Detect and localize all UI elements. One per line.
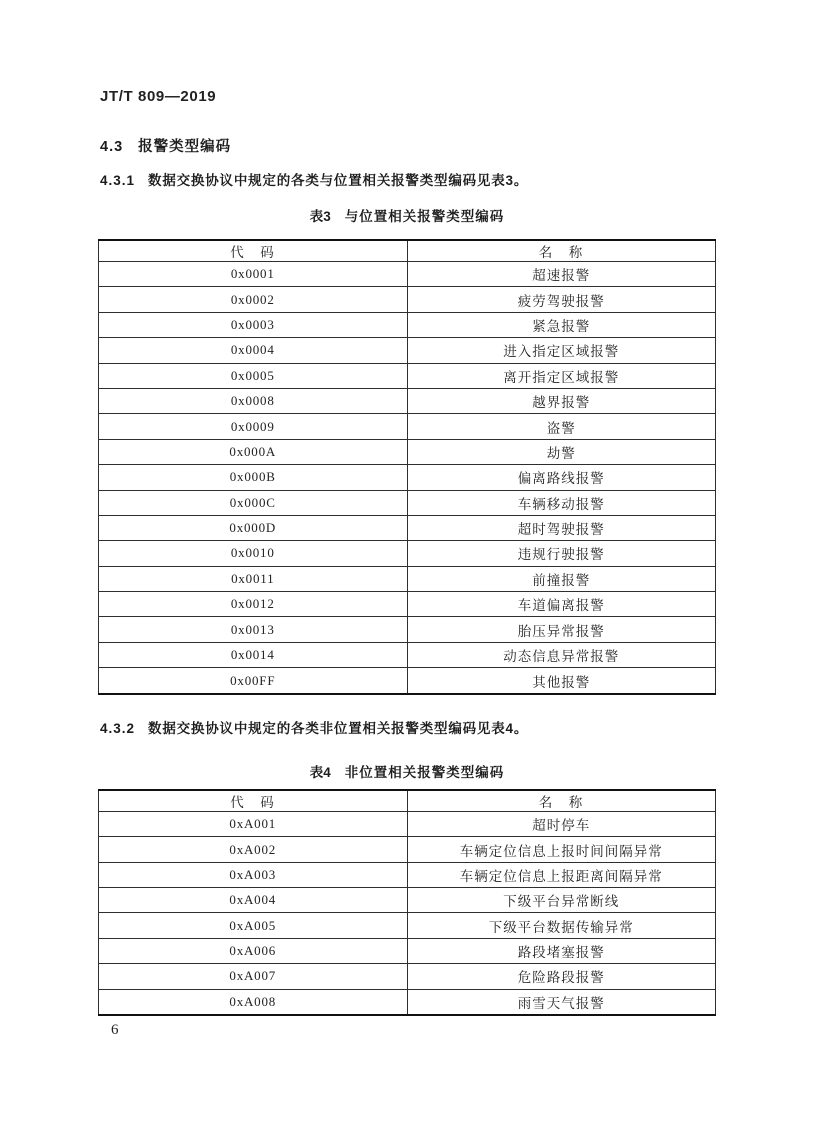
table-row (99, 262, 716, 287)
table-3-caption (98, 205, 716, 225)
code-cell: 0xA005 (99, 913, 408, 938)
code-cell: 0x0004 (99, 338, 408, 363)
table-4-header (99, 790, 716, 812)
table-row (99, 338, 716, 363)
code-cell: 0x0001 (99, 262, 408, 287)
code-cell: 0x0011 (99, 566, 408, 591)
name-cell: 超时停车 (407, 812, 716, 837)
code-cell: 0xA003 (99, 862, 408, 887)
clause-text: 数据交换协议中规定的各类非位置相关报警类型编码见表4。 (148, 721, 529, 736)
name-cell: 车辆定位信息上报距离间隔异常 (407, 862, 716, 887)
table-header-row (99, 240, 716, 262)
code-cell: 0x0003 (99, 312, 408, 337)
name-cell: 胎压异常报警 (407, 617, 716, 642)
table-4-caption-title: 非位置相关报警类型编码 (344, 765, 505, 780)
column-header-code: 代 码 (99, 240, 408, 262)
name-cell: 前撞报警 (407, 566, 716, 591)
name-cell: 进入指定区域报警 (407, 338, 716, 363)
code-cell: 0xA007 (99, 964, 408, 989)
standard-number-header: JT/T 809—2019 (100, 88, 217, 105)
name-cell: 下级平台异常断线 (407, 888, 716, 913)
table-row (99, 465, 716, 490)
name-cell: 离开指定区域报警 (407, 363, 716, 388)
table-row (99, 964, 716, 989)
clause-number: 4.3.2 (100, 721, 136, 736)
table-4-caption (98, 761, 716, 781)
table-3-body (99, 262, 716, 695)
clause-4-3-1 (100, 169, 528, 189)
table-row (99, 363, 716, 388)
table-row (99, 287, 716, 312)
name-cell: 劫警 (407, 439, 716, 464)
table-row (99, 592, 716, 617)
table-row (99, 888, 716, 913)
name-cell: 其他报警 (407, 668, 716, 694)
code-cell: 0x0012 (99, 592, 408, 617)
table-row (99, 312, 716, 337)
table-3-caption-title: 与位置相关报警类型编码 (344, 209, 505, 224)
code-cell: 0x0005 (99, 363, 408, 388)
table-row (99, 490, 716, 515)
table-row (99, 439, 716, 464)
code-cell: 0xA001 (99, 812, 408, 837)
name-cell: 违规行驶报警 (407, 541, 716, 566)
clause-text: 数据交换协议中规定的各类与位置相关报警类型编码见表3。 (148, 173, 529, 188)
name-cell: 车辆移动报警 (407, 490, 716, 515)
clause-4-3-2 (100, 717, 528, 737)
table-row (99, 388, 716, 413)
name-cell: 盗警 (407, 414, 716, 439)
clause-number: 4.3.1 (100, 173, 136, 188)
table-3-caption-label: 表3 (309, 209, 331, 224)
table-row (99, 913, 716, 938)
code-cell: 0x0010 (99, 541, 408, 566)
name-cell: 雨雪天气报警 (407, 989, 716, 1015)
table-row (99, 668, 716, 694)
name-cell: 下级平台数据传输异常 (407, 913, 716, 938)
name-cell: 车道偏离报警 (407, 592, 716, 617)
table-row (99, 989, 716, 1015)
section-heading (100, 135, 231, 156)
table-row (99, 862, 716, 887)
code-cell: 0x000A (99, 439, 408, 464)
code-cell: 0x0013 (99, 617, 408, 642)
section-number: 4.3 (100, 139, 124, 155)
column-header-code: 代 码 (99, 790, 408, 812)
code-cell: 0x00FF (99, 668, 408, 694)
table-4 (98, 789, 716, 1016)
table-3-header (99, 240, 716, 262)
code-cell: 0xA004 (99, 888, 408, 913)
name-cell: 疲劳驾驶报警 (407, 287, 716, 312)
table-4-caption-label: 表4 (309, 765, 331, 780)
code-cell: 0xA006 (99, 938, 408, 963)
name-cell: 路段堵塞报警 (407, 938, 716, 963)
code-cell: 0x0008 (99, 388, 408, 413)
name-cell: 超时驾驶报警 (407, 515, 716, 540)
name-cell: 车辆定位信息上报时间间隔异常 (407, 837, 716, 862)
table-row (99, 642, 716, 667)
table-row (99, 617, 716, 642)
code-cell: 0x000D (99, 515, 408, 540)
table-4-body (99, 812, 716, 1016)
section-title: 报警类型编码 (138, 139, 232, 155)
name-cell: 动态信息异常报警 (407, 642, 716, 667)
table-row (99, 837, 716, 862)
code-cell: 0x0002 (99, 287, 408, 312)
column-header-name: 名 称 (407, 790, 716, 812)
name-cell: 越界报警 (407, 388, 716, 413)
code-cell: 0xA002 (99, 837, 408, 862)
code-cell: 0x000C (99, 490, 408, 515)
table-row (99, 515, 716, 540)
code-cell: 0x0009 (99, 414, 408, 439)
table-row (99, 541, 716, 566)
name-cell: 危险路段报警 (407, 964, 716, 989)
code-cell: 0x000B (99, 465, 408, 490)
code-cell: 0x0014 (99, 642, 408, 667)
table-header-row (99, 790, 716, 812)
column-header-name: 名 称 (407, 240, 716, 262)
table-row (99, 812, 716, 837)
table-row (99, 566, 716, 591)
page-number: 6 (111, 1022, 119, 1038)
table-row (99, 414, 716, 439)
name-cell: 超速报警 (407, 262, 716, 287)
name-cell: 偏离路线报警 (407, 465, 716, 490)
code-cell: 0xA008 (99, 989, 408, 1015)
table-row (99, 938, 716, 963)
table-3 (98, 239, 716, 695)
name-cell: 紧急报警 (407, 312, 716, 337)
